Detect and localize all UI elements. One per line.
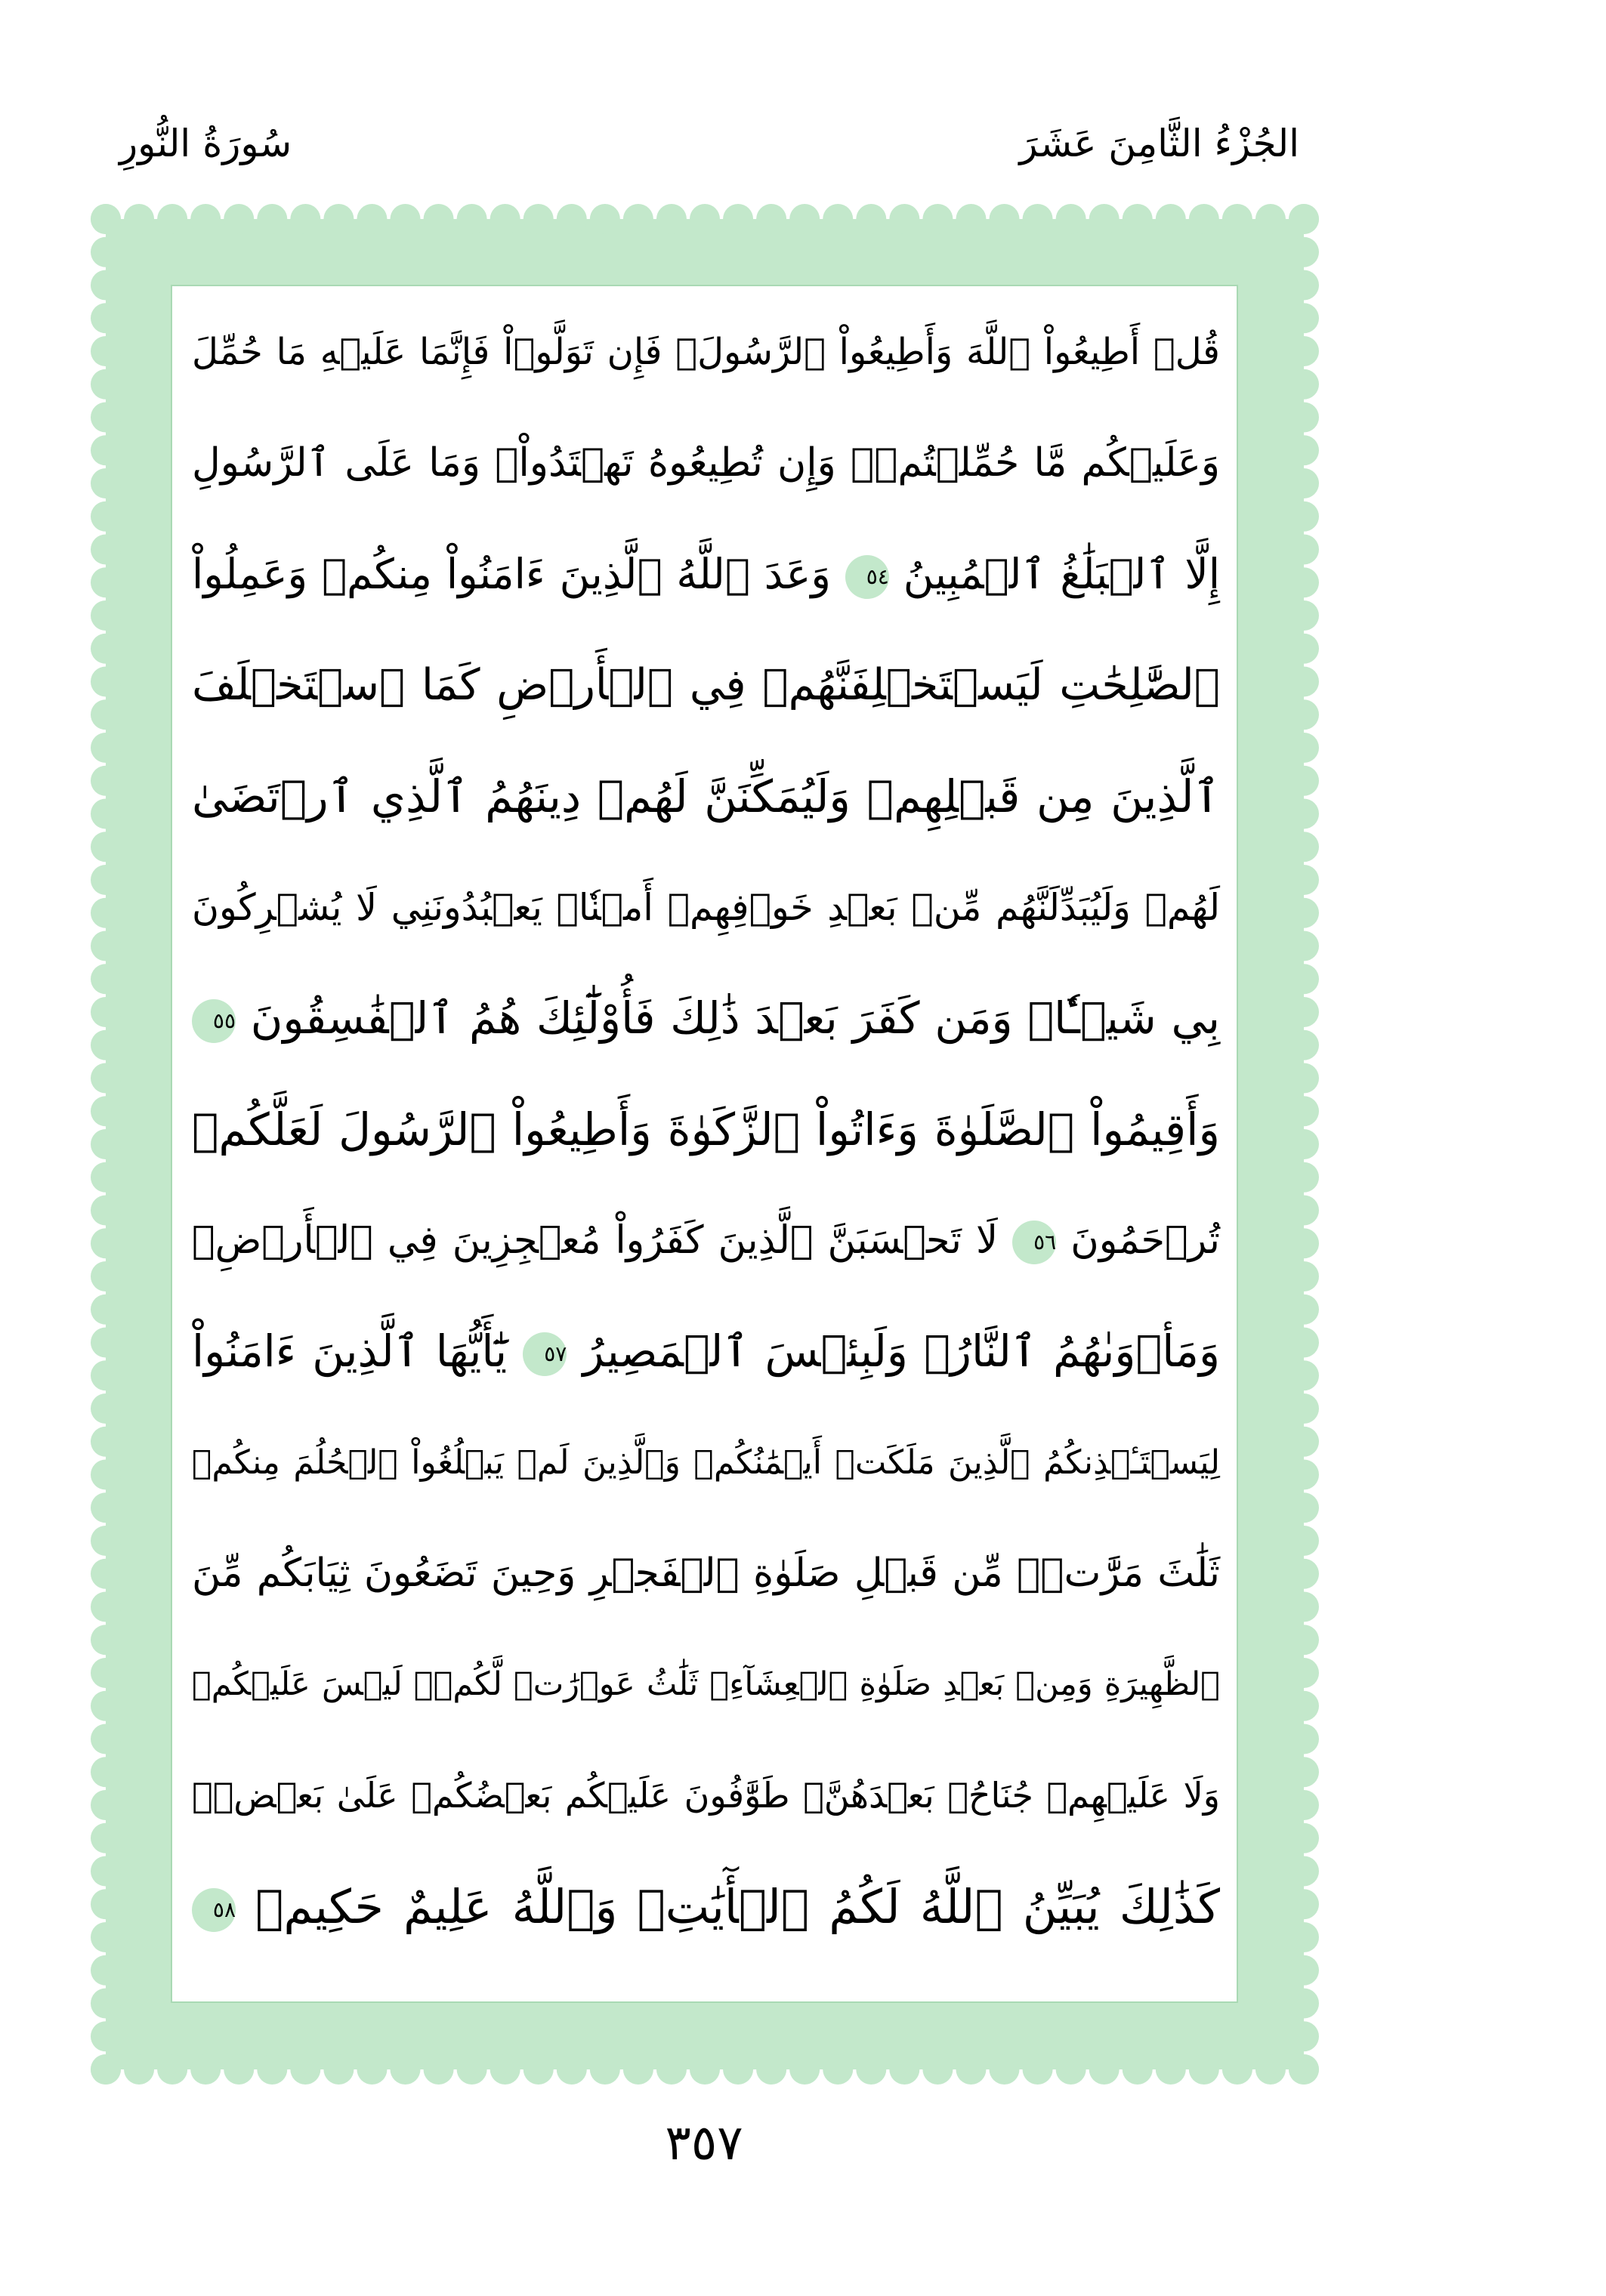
frame-scallop xyxy=(1289,204,1319,234)
frame-scallop xyxy=(1289,898,1319,928)
frame-scallop xyxy=(1289,1063,1319,1094)
frame-scallop xyxy=(1156,2054,1186,2085)
quran-line xyxy=(192,408,1220,519)
frame-scallop xyxy=(690,2054,720,2085)
frame-scallop xyxy=(1222,204,1252,234)
verse-text: يَٰٓأَيُّهَا ٱلَّذِينَ ءَامَنُواْ xyxy=(192,1325,508,1377)
frame-scallop xyxy=(1089,2054,1120,2085)
frame-scallop xyxy=(391,2054,421,2085)
frame-scallop xyxy=(1189,2054,1219,2085)
frame-scallop xyxy=(91,799,121,829)
frame-scallop xyxy=(490,204,520,234)
quran-line xyxy=(192,1185,1220,1296)
frame-scallop xyxy=(789,2054,820,2085)
frame-scallop xyxy=(956,2054,986,2085)
frame-scallop xyxy=(91,567,121,597)
frame-scallop xyxy=(91,2021,121,2051)
juz-title: الجُزْءُ الثَّامِنَ عَشَرَ xyxy=(1019,122,1299,165)
ayah-number-marker: ٥٦ xyxy=(1012,1221,1056,1264)
frame-scallop xyxy=(91,1790,121,1820)
frame-scallop xyxy=(91,369,121,400)
frame-scallop xyxy=(856,204,886,234)
frame-scallop xyxy=(224,2054,254,2085)
frame-scallop xyxy=(1289,237,1319,267)
frame-scallop xyxy=(623,2054,653,2085)
frame-scallop xyxy=(1289,799,1319,829)
verse-text: قُلۡ أَطِيعُواْ ٱللَّهَ وَأَطِيعُواْ ٱلرَّسُولَۖ فَإِن تَوَلَّوۡاْ فَإِنَّمَا عَلَيۡهِ مَا حُمِّلَ xyxy=(192,331,1220,373)
verse-text: ٱلصَّٰلِحَٰتِ لَيَسۡتَخۡلِفَنَّهُمۡ فِي ٱلۡأَرۡضِ كَمَا ٱسۡتَخۡلَفَ xyxy=(192,660,1220,710)
frame-scallop xyxy=(823,204,853,234)
verse-text: لَهُمۡ وَلَيُبَدِّلَنَّهُم مِّنۢ بَعۡدِ خَوۡفِهِمۡ أَمۡنٗاۚ يَعۡبُدُونَنِي لَا يُشۡرِكُونَ xyxy=(192,886,1220,929)
frame-scallop xyxy=(1289,1955,1319,1986)
frame-scallop xyxy=(1289,1360,1319,1390)
frame-scallop xyxy=(1289,1889,1319,1919)
frame-scallop xyxy=(656,204,687,234)
frame-scallop xyxy=(1289,1790,1319,1820)
frame-scallop xyxy=(91,1559,121,1589)
verse-text: ٱلَّذِينَ مِن قَبۡلِهِمۡ وَلَيُمَكِّنَنَّ لَهُمۡ دِينَهُمُ ٱلَّذِي ٱرۡتَضَىٰ xyxy=(192,770,1220,822)
frame-scallop xyxy=(91,1658,121,1688)
frame-scallop xyxy=(91,1955,121,1986)
verse-text: كَذَٰلِكَ يُبَيِّنُ ٱللَّهُ لَكُمُ ٱلۡأٓيَٰتِۗ وَٱللَّهُ عَلِيمٌ حَكِيمٞ xyxy=(255,1879,1220,1934)
frame-scallop xyxy=(1289,931,1319,961)
frame-scallop xyxy=(1289,1856,1319,1887)
frame-scallop xyxy=(91,1030,121,1060)
frame-scallop xyxy=(91,634,121,664)
verse-text: بِي شَيۡـٔٗاۚ وَمَن كَفَرَ بَعۡدَ ذَٰلِكَ فَأُوْلَٰٓئِكَ هُمُ ٱلۡفَٰسِقُونَ xyxy=(250,992,1221,1044)
frame-scallop xyxy=(1289,1129,1319,1159)
frame-scallop xyxy=(922,2054,953,2085)
frame-scallop xyxy=(1289,766,1319,796)
quran-line xyxy=(192,852,1220,963)
frame-scallop xyxy=(1255,204,1286,234)
quran-line xyxy=(192,1074,1220,1185)
frame-scallop xyxy=(1289,865,1319,895)
ayah-number-marker: ٥٥ xyxy=(192,999,236,1043)
frame-scallop xyxy=(723,204,753,234)
frame-scallop xyxy=(756,2054,786,2085)
frame-scallop xyxy=(91,2054,121,2085)
frame-scallop xyxy=(1289,1724,1319,1754)
frame-scallop xyxy=(523,2054,554,2085)
frame-scallop xyxy=(91,1063,121,1094)
frame-scallop xyxy=(756,204,786,234)
frame-scallop xyxy=(1289,1030,1319,1060)
frame-scallop xyxy=(424,204,454,234)
frame-scallop xyxy=(323,204,354,234)
frame-scallop xyxy=(91,501,121,532)
frame-scallop xyxy=(1289,1922,1319,1952)
frame-scallop xyxy=(91,535,121,565)
verse-text: إِلَّا ٱلۡبَلَٰغُ ٱلۡمُبِينُ xyxy=(903,550,1221,598)
frame-scallop xyxy=(856,2054,886,2085)
frame-scallop xyxy=(1289,1460,1319,1490)
frame-scallop xyxy=(1289,1658,1319,1688)
frame-scallop xyxy=(91,766,121,796)
frame-scallop xyxy=(91,303,121,333)
frame-scallop xyxy=(91,1691,121,1721)
quran-line xyxy=(192,963,1220,1074)
frame-scallop xyxy=(1289,1526,1319,1556)
frame-scallop xyxy=(91,733,121,763)
frame-scallop xyxy=(889,2054,919,2085)
frame-scallop xyxy=(922,204,953,234)
frame-scallop xyxy=(290,2054,320,2085)
frame-scallop xyxy=(956,204,986,234)
frame-scallop xyxy=(1289,699,1319,730)
frame-scallop xyxy=(1056,204,1086,234)
frame-scallop xyxy=(1289,535,1319,565)
frame-scallop xyxy=(91,1295,121,1325)
frame-scallop xyxy=(1289,2054,1319,2085)
frame-scallop xyxy=(1289,1096,1319,1126)
frame-scallop xyxy=(990,204,1020,234)
frame-scallop xyxy=(1289,1989,1319,2019)
frame-scallop xyxy=(1289,1625,1319,1655)
quran-line xyxy=(192,1851,1220,1962)
frame-scallop xyxy=(91,1129,121,1159)
frame-scallop xyxy=(789,204,820,234)
frame-scallop xyxy=(190,2054,221,2085)
frame-scallop xyxy=(91,1196,121,1226)
quran-line xyxy=(192,630,1220,741)
quran-text-block xyxy=(192,297,1220,1962)
frame-scallop xyxy=(91,1922,121,1952)
frame-scallop xyxy=(723,2054,753,2085)
frame-scallop xyxy=(656,2054,687,2085)
frame-scallop xyxy=(1056,2054,1086,2085)
frame-scallop xyxy=(1289,1559,1319,1589)
frame-scallop xyxy=(690,204,720,234)
frame-scallop xyxy=(424,2054,454,2085)
frame-scallop xyxy=(124,204,154,234)
frame-scallop xyxy=(1289,1196,1319,1226)
frame-scallop xyxy=(1289,832,1319,862)
frame-scallop xyxy=(124,2054,154,2085)
frame-scallop xyxy=(91,1889,121,1919)
frame-scallop xyxy=(91,1427,121,1457)
verse-text: وَأَقِيمُواْ ٱلصَّلَوٰةَ وَءَاتُواْ ٱلزَّكَوٰةَ وَأَطِيعُواْ ٱلرَّسُولَ لَعَلَّكُمۡ xyxy=(192,1103,1220,1156)
frame-scallop xyxy=(91,204,121,234)
verse-text: وَمَأۡوَىٰهُمُ ٱلنَّارُۖ وَلَبِئۡسَ ٱلۡمَصِيرُ xyxy=(582,1325,1220,1377)
frame-scallop xyxy=(1023,204,1053,234)
page-number: ٣٥٧ xyxy=(665,2115,743,2171)
frame-scallop xyxy=(1289,964,1319,994)
frame-scallop xyxy=(91,1328,121,1358)
frame-scallop xyxy=(91,1856,121,1887)
verse-text: ٱلظَّهِيرَةِ وَمِنۢ بَعۡدِ صَلَوٰةِ ٱلۡعِشَآءِۚ ثَلَٰثُ عَوۡرَٰتٖ لَّكُمۡۚ لَيۡسَ عَلَيۡكُمۡ xyxy=(192,1665,1220,1703)
frame-scallop xyxy=(91,667,121,697)
frame-scallop xyxy=(1289,1757,1319,1787)
frame-scallop xyxy=(1289,667,1319,697)
frame-scallop xyxy=(290,204,320,234)
frame-scallop xyxy=(523,204,554,234)
surah-title: سُورَةُ النُّورِ xyxy=(119,122,292,165)
frame-scallop xyxy=(1289,1295,1319,1325)
frame-scallop xyxy=(91,1757,121,1787)
frame-scallop xyxy=(1289,600,1319,631)
frame-scallop xyxy=(457,204,487,234)
frame-scallop xyxy=(91,1492,121,1523)
frame-scallop xyxy=(357,2054,387,2085)
frame-scallop xyxy=(157,204,187,234)
frame-scallop xyxy=(1189,204,1219,234)
frame-scallop xyxy=(91,898,121,928)
frame-scallop xyxy=(91,403,121,433)
frame-scallop xyxy=(1289,1162,1319,1193)
frame-scallop xyxy=(91,865,121,895)
frame-scallop xyxy=(91,931,121,961)
frame-scallop xyxy=(889,204,919,234)
frame-scallop xyxy=(91,468,121,498)
frame-scallop xyxy=(557,204,587,234)
frame-scallop xyxy=(91,1261,121,1292)
frame-scallop xyxy=(91,435,121,465)
frame-scallop xyxy=(1289,2021,1319,2051)
frame-scallop xyxy=(1222,2054,1252,2085)
frame-scallop xyxy=(1289,1328,1319,1358)
frame-scallop xyxy=(91,1625,121,1655)
frame-scallop xyxy=(91,1360,121,1390)
frame-scallop xyxy=(1289,1592,1319,1622)
frame-scallop xyxy=(91,1460,121,1490)
frame-scallop xyxy=(91,699,121,730)
frame-scallop xyxy=(91,1526,121,1556)
quran-line xyxy=(192,1407,1220,1518)
frame-scallop xyxy=(91,1228,121,1258)
frame-scallop xyxy=(1289,336,1319,366)
frame-scallop xyxy=(1123,204,1153,234)
frame-scallop xyxy=(91,1393,121,1424)
frame-scallop xyxy=(257,204,287,234)
frame-scallop xyxy=(1289,634,1319,664)
frame-scallop xyxy=(1289,1228,1319,1258)
frame-scallop xyxy=(1289,270,1319,301)
frame-scallop xyxy=(91,600,121,631)
ayah-number-marker: ٥٧ xyxy=(523,1332,567,1376)
frame-scallop xyxy=(91,832,121,862)
verse-text: لَا تَحۡسَبَنَّ ٱلَّذِينَ كَفَرُواْ مُعۡجِزِينَ فِي ٱلۡأَرۡضِۚ xyxy=(192,1218,999,1263)
quran-line xyxy=(192,519,1220,630)
ayah-number-marker: ٥٤ xyxy=(845,555,889,599)
frame-scallop xyxy=(457,2054,487,2085)
frame-scallop xyxy=(990,2054,1020,2085)
quran-line xyxy=(192,297,1220,408)
frame-scallop xyxy=(190,204,221,234)
frame-scallop xyxy=(490,2054,520,2085)
verse-text: وَعَدَ ٱللَّهُ ٱلَّذِينَ ءَامَنُواْ مِنكُمۡ وَعَمِلُواْ xyxy=(192,550,831,598)
frame-scallop xyxy=(224,204,254,234)
frame-scallop xyxy=(257,2054,287,2085)
frame-scallop xyxy=(1289,1691,1319,1721)
quran-line xyxy=(192,1629,1220,1740)
quran-line xyxy=(192,1296,1220,1407)
frame-scallop xyxy=(1289,1427,1319,1457)
frame-scallop xyxy=(590,2054,620,2085)
frame-scallop xyxy=(91,1096,121,1126)
frame-scallop xyxy=(1289,1492,1319,1523)
verse-text: وَعَلَيۡكُم مَّا حُمِّلۡتُمۡۖ وَإِن تُطِيعُوهُ تَهۡتَدُواْۚ وَمَا عَلَى ٱلرَّسُولِ xyxy=(192,440,1220,486)
frame-scallop xyxy=(1289,468,1319,498)
frame-scallop xyxy=(91,997,121,1027)
frame-scallop xyxy=(1123,2054,1153,2085)
frame-scallop xyxy=(91,336,121,366)
frame-scallop xyxy=(91,1162,121,1193)
frame-scallop xyxy=(157,2054,187,2085)
frame-scallop xyxy=(1289,733,1319,763)
quran-line xyxy=(192,1740,1220,1851)
frame-scallop xyxy=(1289,567,1319,597)
frame-scallop xyxy=(1289,1393,1319,1424)
frame-scallop xyxy=(357,204,387,234)
frame-scallop xyxy=(823,2054,853,2085)
frame-scallop xyxy=(1289,501,1319,532)
text-panel xyxy=(171,285,1238,2003)
quran-line xyxy=(192,1518,1220,1629)
frame-scallop xyxy=(1289,1823,1319,1853)
frame-scallop xyxy=(91,237,121,267)
verse-text: ثَلَٰثَ مَرَّٰتٖۚ مِّن قَبۡلِ صَلَوٰةِ ٱلۡفَجۡرِ وَحِينَ تَضَعُونَ ثِيَابَكُم مِّنَ xyxy=(192,1551,1220,1596)
frame-scallop xyxy=(590,204,620,234)
verse-text: لِيَسۡتَـٔۡذِنكُمُ ٱلَّذِينَ مَلَكَتۡ أَيۡمَٰنُكُمۡ وَٱلَّذِينَ لَمۡ يَبۡلُغُواْ ٱلۡحُلُمَ مِنكُمۡ xyxy=(192,1443,1220,1482)
frame-scallop xyxy=(91,1989,121,2019)
frame-scallop xyxy=(1289,997,1319,1027)
frame-scallop xyxy=(1023,2054,1053,2085)
quran-line xyxy=(192,741,1220,852)
ayah-number-marker: ٥٨ xyxy=(192,1888,236,1932)
verse-text: تُرۡحَمُونَ xyxy=(1070,1218,1220,1263)
frame-scallop xyxy=(623,204,653,234)
frame-scallop xyxy=(91,1823,121,1853)
frame-scallop xyxy=(1289,435,1319,465)
frame-scallop xyxy=(557,2054,587,2085)
frame-scallop xyxy=(91,1592,121,1622)
frame-scallop xyxy=(1089,204,1120,234)
frame-scallop xyxy=(1289,303,1319,333)
frame-scallop xyxy=(91,270,121,301)
frame-scallop xyxy=(1289,1261,1319,1292)
frame-scallop xyxy=(1156,204,1186,234)
frame-scallop xyxy=(323,2054,354,2085)
frame-scallop xyxy=(1289,403,1319,433)
frame-scallop xyxy=(91,964,121,994)
frame-scallop xyxy=(91,1724,121,1754)
frame-scallop xyxy=(391,204,421,234)
frame-scallop xyxy=(1255,2054,1286,2085)
frame-scallop xyxy=(1289,369,1319,400)
verse-text: وَلَا عَلَيۡهِمۡ جُنَاحُۢ بَعۡدَهُنَّۚ طَوَّٰفُونَ عَلَيۡكُم بَعۡضُكُمۡ عَلَىٰ بَعۡضٖۚ xyxy=(192,1775,1220,1816)
